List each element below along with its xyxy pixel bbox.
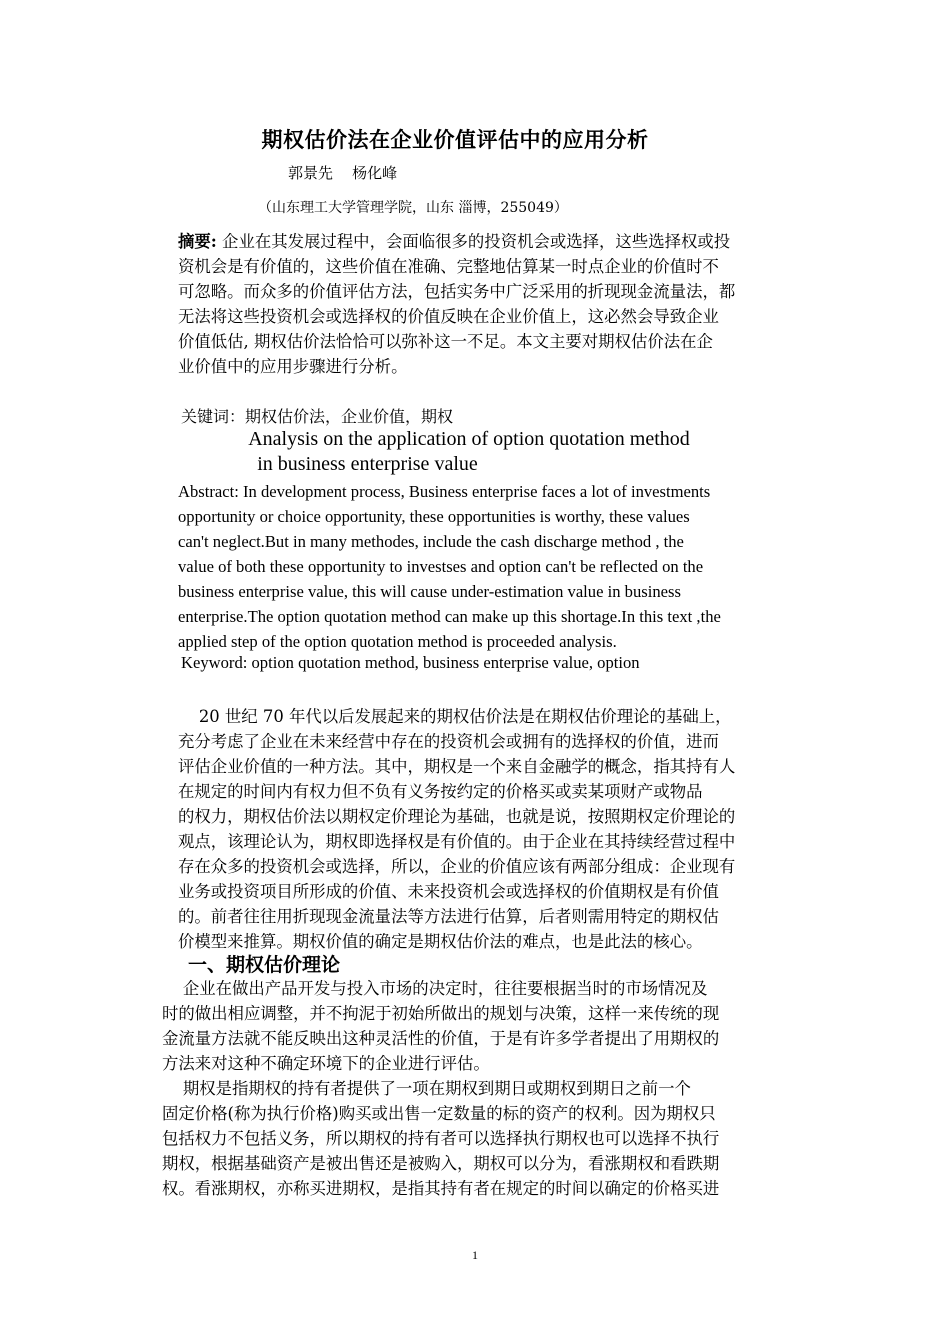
- authors: 郭景先 杨化峰: [288, 164, 398, 182]
- affiliation: （山东理工大学管理学院，山东 淄博，255049）: [258, 200, 568, 216]
- abstract-en-line: value of both these opportunity to investses and option can't be reflected on the: [178, 557, 704, 576]
- abstract-en-line: applied step of the option quotation method is proceeded analysis.: [178, 632, 617, 651]
- paragraph-line: 时的做出相应调整，并不拘泥于初始所做出的规划与决策，这样一来传统的现: [162, 1004, 720, 1023]
- abstract-zh-line: 价值低估, 期权估价法恰恰可以弥补这一不足。本文主要对期权估价法在企: [178, 332, 713, 351]
- section-paragraph-1: [162, 976, 822, 1076]
- paragraph-line: 的。前者往往用折现现金流量法等方法进行估算，后者则需用特定的期权估: [178, 907, 719, 926]
- abstract-en-line: business enterprise value, this will cause under-estimation value in business: [178, 582, 681, 601]
- paragraph-line: 权。看涨期权，亦称买进期权，是指其持有者在规定的时间以确定的价格买进: [162, 1179, 720, 1198]
- paragraph-line: 金流量方法就不能反映出这种灵活性的价值，于是有许多学者提出了用期权的: [162, 1029, 720, 1048]
- abstract-zh-line: 可忽略。而众多的价值评估方法，包括实务中广泛采用的折现现金流量法，都: [178, 282, 736, 301]
- abstract-zh-line: 业价值中的应用步骤进行分析。: [178, 357, 408, 376]
- page-number: 1: [472, 1248, 478, 1262]
- abstract-zh-line: 无法将这些投资机会或选择权的价值反映在企业价值上，这必然会导致企业: [178, 307, 719, 326]
- abstract-zh-line: 资机会是有价值的，这些价值在准确、完整地估算某一时点企业的价值时不: [178, 257, 719, 276]
- paragraph-line: 在规定的时间内有权力但不负有义务按约定的价格买或卖某项财产或物品: [178, 782, 703, 801]
- paragraph-line: 业务或投资项目所形成的价值、未来投资机会或选择权的价值期权是有价值: [178, 882, 719, 901]
- abstract-zh-line: 企业在其发展过程中，会面临很多的投资机会或选择，这些选择权或投: [216, 232, 731, 251]
- paragraph-line: 方法来对这种不确定环境下的企业进行评估。: [162, 1054, 490, 1073]
- paragraph-line: 包括权力不包括义务，所以期权的持有者可以选择执行期权也可以选择不执行: [162, 1129, 720, 1148]
- abstract-zh-label: 摘要:: [178, 232, 217, 251]
- paragraph-line: 固定价格(称为执行价格)购买或出售一定数量的标的资产的权利。因为期权只: [162, 1104, 716, 1123]
- paragraph-line: 期权是指期权的持有者提供了一项在期权到期日或期权到期日之前一个: [162, 1079, 691, 1098]
- section-heading: 一、期权估价理论: [188, 954, 341, 976]
- paragraph-line: 期权，根据基础资产是被出售还是被购入，期权可以分为，看涨期权和看跌期: [162, 1154, 720, 1173]
- paragraph-line: 评估企业价值的一种方法。其中，期权是一个来自金融学的概念，指其持有人: [178, 757, 736, 776]
- paragraph-line: 价模型来推算。期权价值的确定是期权估价法的难点，也是此法的核心。: [178, 932, 703, 951]
- paragraph-line: 的权力，期权估价法以期权定价理论为基础，也就是说，按照期权定价理论的: [178, 807, 736, 826]
- paper-title: 期权估价法在企业价值评估中的应用分析: [261, 127, 649, 152]
- abstract-en: [178, 479, 808, 654]
- paragraph-line: 充分考虑了企业在未来经营中存在的投资机会或拥有的选择权的价值，进而: [178, 732, 719, 751]
- keywords-zh: 关键词：期权估价法，企业价值，期权: [181, 407, 454, 426]
- abstract-en-line: Abstract: In development process, Business enterprise faces a lot of investments: [178, 482, 711, 501]
- english-title-line1: Analysis on the application of option quotation method: [248, 428, 690, 450]
- abstract-en-line: can't neglect.But in many methodes, include the cash discharge method , the: [178, 532, 684, 551]
- paragraph-line: 观点，该理论认为，期权即选择权是有价值的。由于企业在其持续经营过程中: [178, 832, 736, 851]
- english-title-line2: in business enterprise value: [257, 453, 478, 475]
- keywords-en: Keyword: option quotation method, business enterprise value, option: [181, 653, 640, 672]
- section-paragraph-2: [162, 1076, 822, 1201]
- paragraph-line: 20 世纪 70 年代以后发展起来的期权估价法是在期权估价理论的基础上，: [178, 707, 732, 726]
- abstract-en-line: opportunity or choice opportunity, these opportunities is worthy, these values: [178, 507, 690, 526]
- paragraph-line: 企业在做出产品开发与投入市场的决定时，往往要根据当时的市场情况及: [162, 979, 708, 998]
- abstract-en-line: enterprise.The option quotation method can make up this shortage.In this text ,the: [178, 607, 721, 626]
- intro-paragraph: [178, 704, 818, 954]
- abstract-zh: [178, 229, 818, 379]
- paragraph-line: 存在众多的投资机会或选择，所以，企业的价值应该有两部分组成：企业现有: [178, 857, 736, 876]
